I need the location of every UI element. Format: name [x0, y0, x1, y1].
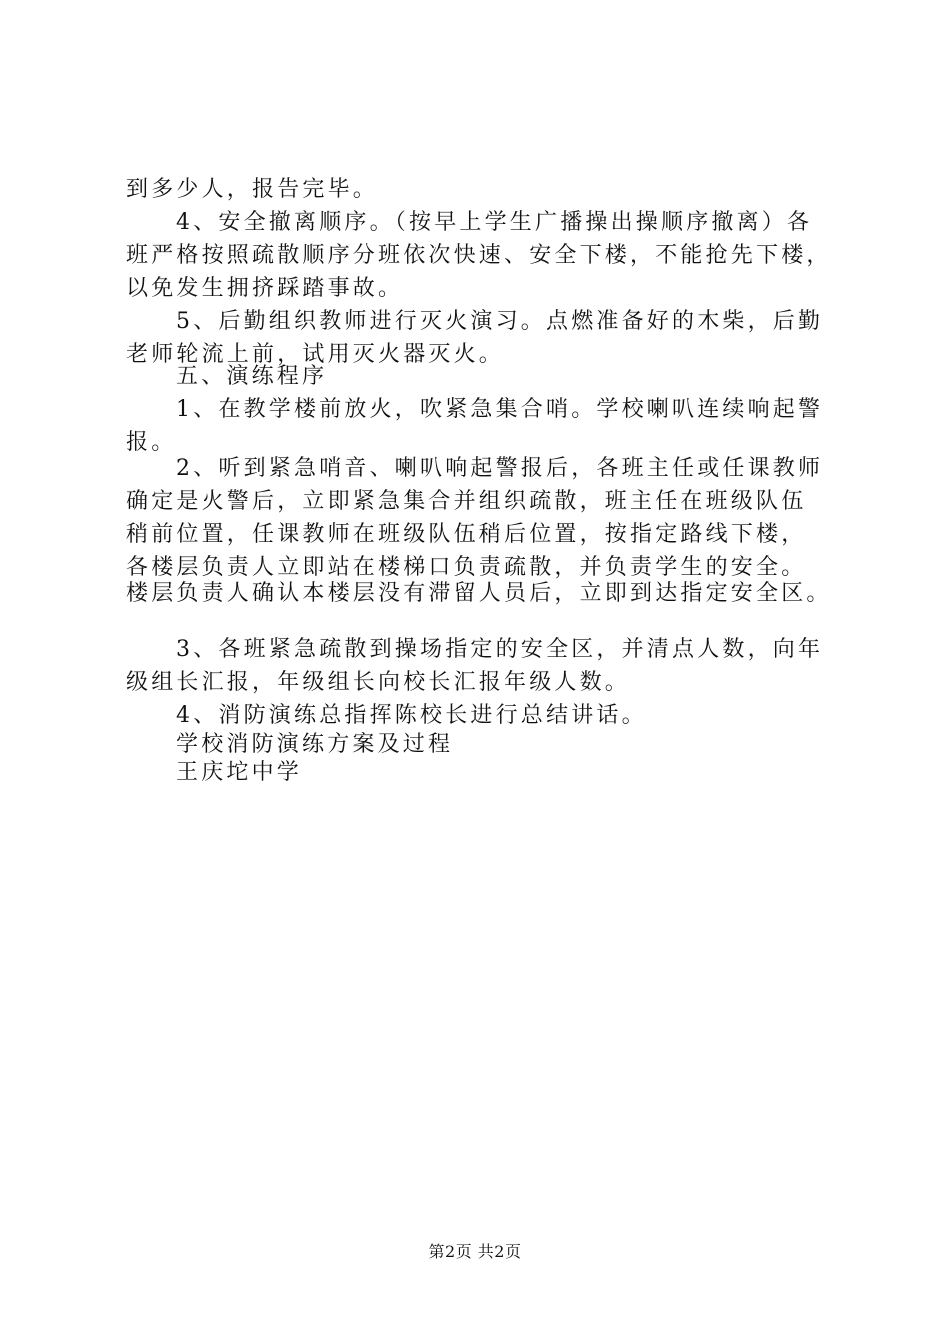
paragraph-line: 以免发生拥挤踩踏事故。	[126, 276, 404, 301]
school-name-line: 王庆坨中学	[176, 760, 303, 785]
paragraph-line: 稍前位置，任课教师在班级队伍稍后位置，按指定路线下楼，	[126, 522, 807, 547]
paragraph-line: 级组长汇报，年级组长向校长汇报年级人数。	[126, 670, 631, 695]
document-title-line: 学校消防演练方案及过程	[176, 732, 454, 757]
paragraph-line: 1、在教学楼前放火，吹紧急集合哨。学校喇叭连续响起警	[176, 397, 824, 422]
paragraph-line: 报。	[126, 430, 177, 455]
paragraph-line: 5、后勤组织教师进行灭火演习。点燃准备好的木柴，后勤	[176, 309, 824, 334]
paragraph-line: 4、安全撤离顺序。（按早上学生广播操出操顺序撤离）各	[176, 210, 813, 235]
paragraph-line: 到多少人，报告完毕。	[126, 177, 379, 202]
paragraph-line: 各楼层负责人立即站在楼梯口负责疏散，并负责学生的安全。	[126, 555, 807, 580]
paragraph-line: 班严格按照疏散顺序分班依次快速、安全下楼，不能抢先下楼，	[126, 243, 832, 268]
paragraph-line: 楼层负责人确认本楼层没有滞留人员后，立即到达指定安全区。	[126, 581, 832, 606]
section-heading: 五、演练程序	[176, 364, 328, 389]
paragraph-line: 老师轮流上前，试用灭火器灭火。	[126, 342, 505, 367]
paragraph-line: 2、听到紧急哨音、喇叭响起警报后，各班主任或任课教师	[176, 456, 824, 481]
paragraph-line: 4、消防演练总指挥陈校长进行总结讲话。	[176, 703, 647, 728]
page-number-footer: 第2页 共2页	[428, 1242, 522, 1261]
paragraph-line: 3、各班紧急疏散到操场指定的安全区，并清点人数，向年	[176, 637, 824, 662]
paragraph-line: 确定是火警后，立即紧急集合并组织疏散，班主任在班级队伍	[126, 489, 807, 514]
